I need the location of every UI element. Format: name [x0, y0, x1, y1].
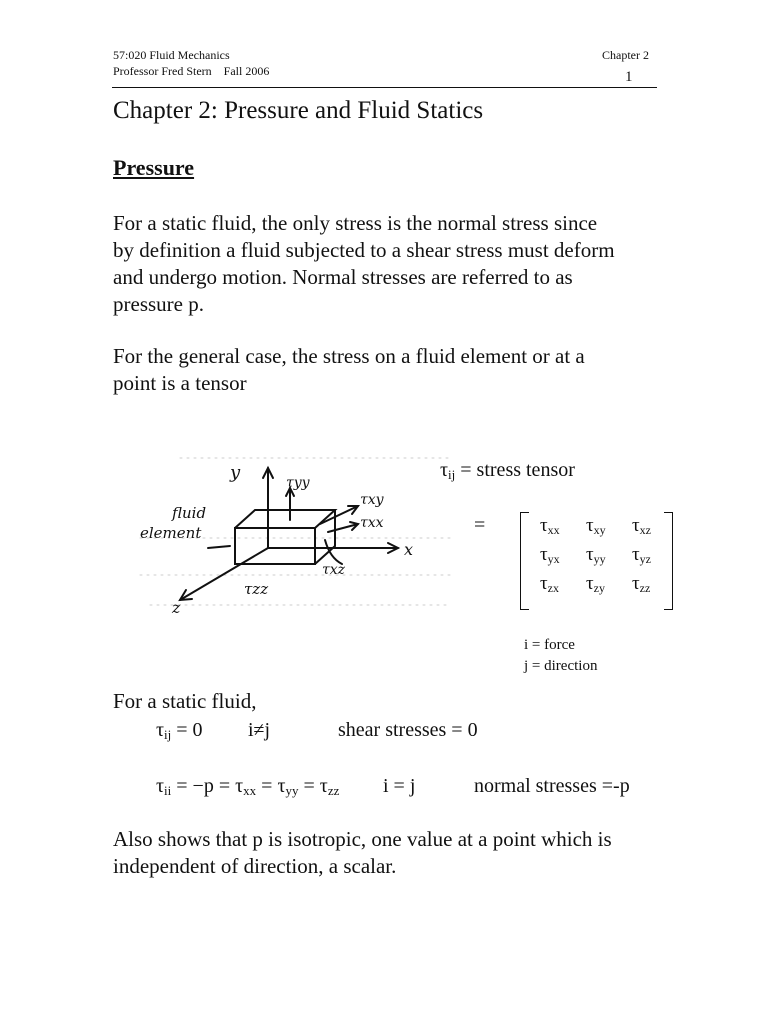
header-course: 57:020 Fluid Mechanics — [113, 48, 230, 62]
tensor-subscript: ij — [448, 467, 456, 482]
equation-normal-condition: i = j — [383, 775, 416, 797]
static-intro: For a static fluid, — [113, 689, 257, 713]
paragraph-line: point is a tensor — [113, 371, 247, 395]
matrix-right-bracket — [664, 512, 673, 610]
matrix-cell: $\tau_{yy}$ — [586, 544, 606, 566]
section-heading: Pressure — [113, 155, 195, 180]
sketch-label-tau-xy: τxy — [360, 492, 384, 508]
sketch-label-tau-yy: τyy — [286, 475, 310, 491]
matrix-cell: $\tau_{xy}$ — [586, 515, 606, 537]
page-number: 1 — [625, 69, 633, 85]
tensor-symbol: τ — [440, 459, 449, 481]
paragraph-line: independent of direction, a scalar. — [113, 854, 397, 878]
matrix-cell: $\tau_{zx}$ — [540, 573, 559, 595]
equation-normal-note: normal stresses =-p — [474, 775, 630, 797]
matrix-cell: $\tau_{xz}$ — [632, 515, 651, 537]
tensor-equals: = — [474, 514, 486, 536]
equation-shear: $\tau_{ij} = 0$ — [156, 719, 203, 742]
paragraph-line: For a static fluid, the only stress is the normal stress since — [113, 211, 598, 235]
sketch-label-y: y — [230, 462, 241, 483]
paragraph-general-case — [113, 343, 673, 397]
sketch-label-element: element — [140, 524, 202, 542]
header-chapter: Chapter 2 — [602, 48, 649, 62]
sketch-label-tau-xx: τxx — [360, 515, 384, 531]
page-title: Chapter 2: Pressure and Fluid Statics — [113, 97, 484, 124]
sketch-label-x: x — [404, 540, 414, 559]
sketch-label-fluid: fluid — [172, 504, 207, 522]
tensor-definition-text: = stress tensor — [455, 459, 575, 481]
index-note-force: i = force — [524, 637, 575, 653]
matrix-cell: $\tau_{zy}$ — [586, 573, 605, 595]
sketch-label-z: z — [172, 598, 181, 617]
sketch-label-tau-zz: τzz — [244, 580, 269, 598]
matrix-cell: $\tau_{xx}$ — [540, 515, 560, 537]
matrix-cell: $\tau_{yx}$ — [540, 544, 560, 566]
paragraph-line: and undergo motion. Normal stresses are referred to as — [113, 265, 573, 289]
sketch-label-tau-xz: τxz — [322, 562, 346, 578]
equation-shear-condition: i≠j — [248, 719, 271, 741]
header-professor: Professor Fred Stern Fall 2006 — [113, 64, 270, 78]
header-rule — [112, 87, 657, 88]
paragraph-line: For the general case, the stress on a fluid element or at a — [113, 344, 585, 368]
paragraph-isotropic — [113, 826, 673, 880]
matrix-cell: $\tau_{yz}$ — [632, 544, 651, 566]
index-note-direction: j = direction — [524, 658, 598, 674]
paragraph-line: Also shows that p is isotropic, one value at a point which is — [113, 827, 612, 851]
paragraph-static-stress — [113, 210, 673, 318]
paragraph-line: pressure p. — [113, 292, 204, 316]
equation-normal: $\tau_{ii} = -p = \tau_{xx} = \tau_{yy} = \tau_{zz}$ — [156, 775, 340, 798]
matrix-cell: $\tau_{zz}$ — [632, 573, 651, 595]
tensor-definition — [440, 458, 575, 487]
paragraph-line: by definition a fluid subjected to a shear stress must deform — [113, 238, 615, 262]
matrix-left-bracket — [520, 512, 529, 610]
equation-shear-note: shear stresses = 0 — [338, 719, 478, 741]
